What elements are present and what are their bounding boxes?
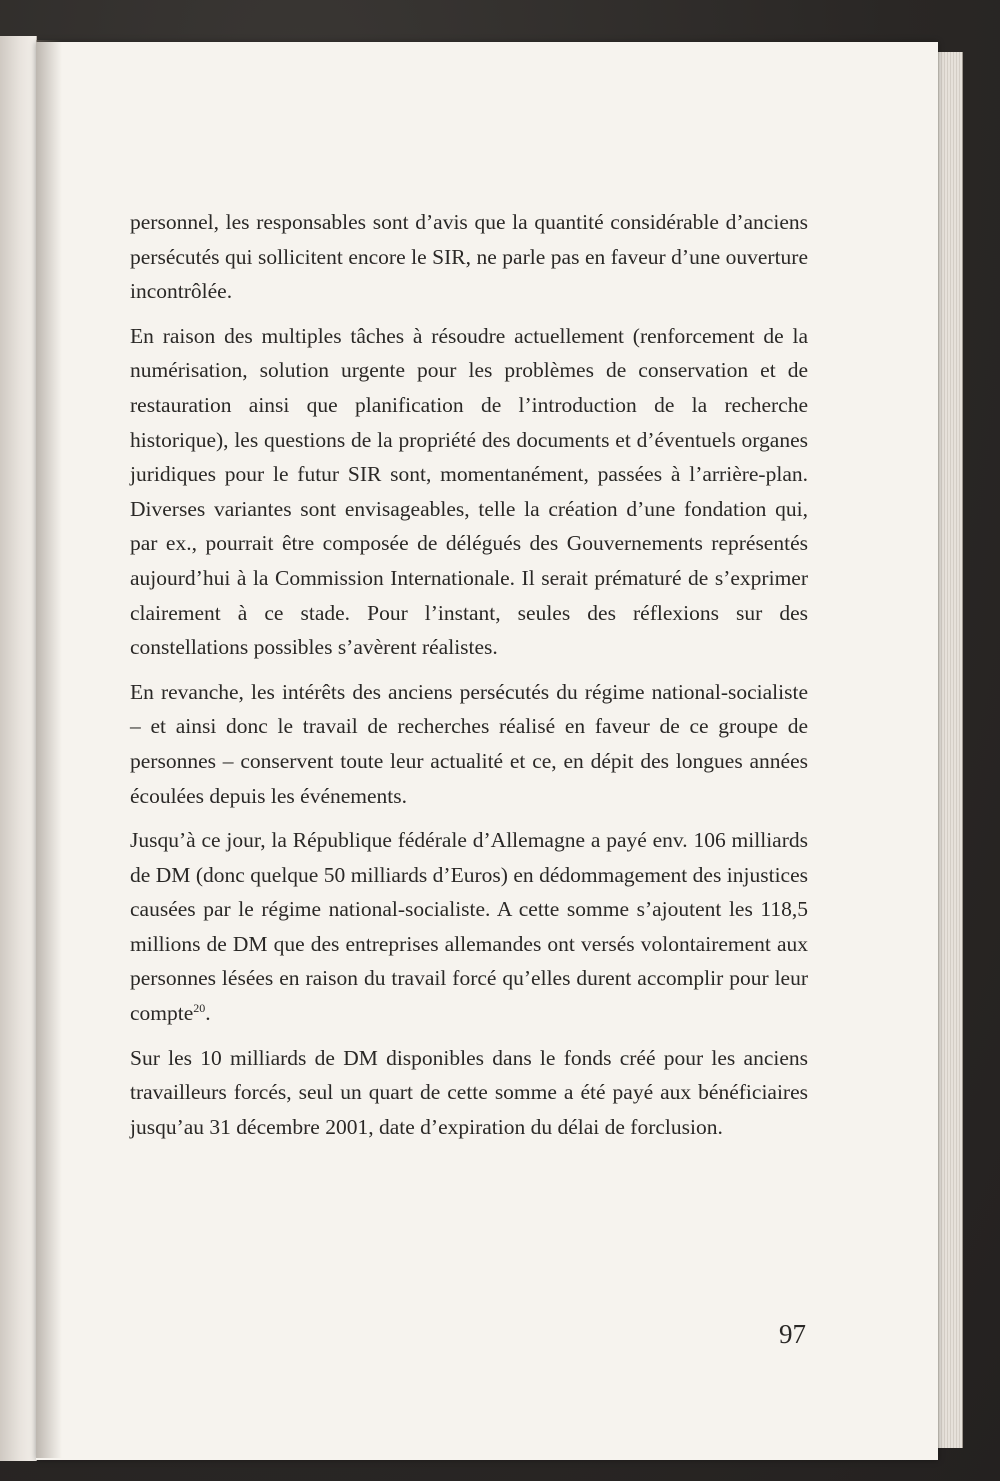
paragraph: personnel, les responsables sont d’avis que la quantité considérable d’anciens persécutés qui sollicitent encore le SIR, ne parle pas en faveur d’une ouverture incontrôlée.: [130, 210, 808, 304]
book-page: [36, 42, 938, 1460]
paragraph: [130, 823, 808, 1031]
paragraph-text: Jusqu’à ce jour, la République fédérale d’Allemagne a payé env. 106 milliards de DM (donc quelque 50 milliards d’Euros) en dédommagement des injustices causées par le régime national-socialiste. A cette somme s’ajoutent les 118,5 millions de DM que des entreprises allemandes ont versés volontairement aux personnes lésées en raison du travail forcé qu’elles durent accomplir pour leur compte: [130, 828, 808, 1026]
paragraph: En revanche, les intérêts des anciens persécutés du régime national-socialiste – et ainsi donc le travail de recherches réalisé en faveur de ce groupe de personnes – conservent toute leur actualité et ce, en dépit des longues années écoulées depuis les événements.: [130, 679, 808, 808]
facing-page-edge: [0, 36, 37, 1461]
footnote-reference[interactable]: 20: [193, 1000, 206, 1015]
paragraph: En raison des multiples tâches à résoudre actuellement (renforcement de la numérisation, solution urgente pour les problèmes de conservation et de restauration ainsi que planification de l’introduction de la recherche historique), les questions de la propriété des documents et d’éventuels organes juridiques pour le futur SIR sont, momentanément, passées à l’arrière-plan. Diverses variantes sont envisageables, telle la création d’une fondation qui, par ex., pourrait être composée de délégués des Gouvernements représentés aujourd’hui à la Commission Internationale. Il serait prématuré de s’exprimer clairement à ce stade. Pour l’instant, seules des réflexions sur des constellations possibles s’avèrent réalistes.: [130, 323, 808, 660]
page-number: 97: [779, 1319, 806, 1349]
body-text: [130, 205, 808, 1154]
paragraph: Sur les 10 milliards de DM disponibles dans le fonds créé pour les anciens travailleurs forcés, seul un quart de cette somme a été payé aux bénéficiaires jusqu’au 31 décembre 2001, date d’expiration du délai de forclusion.: [130, 1045, 808, 1139]
paragraph-tail: .: [205, 1001, 211, 1026]
page-stack-edge: [936, 52, 963, 1448]
